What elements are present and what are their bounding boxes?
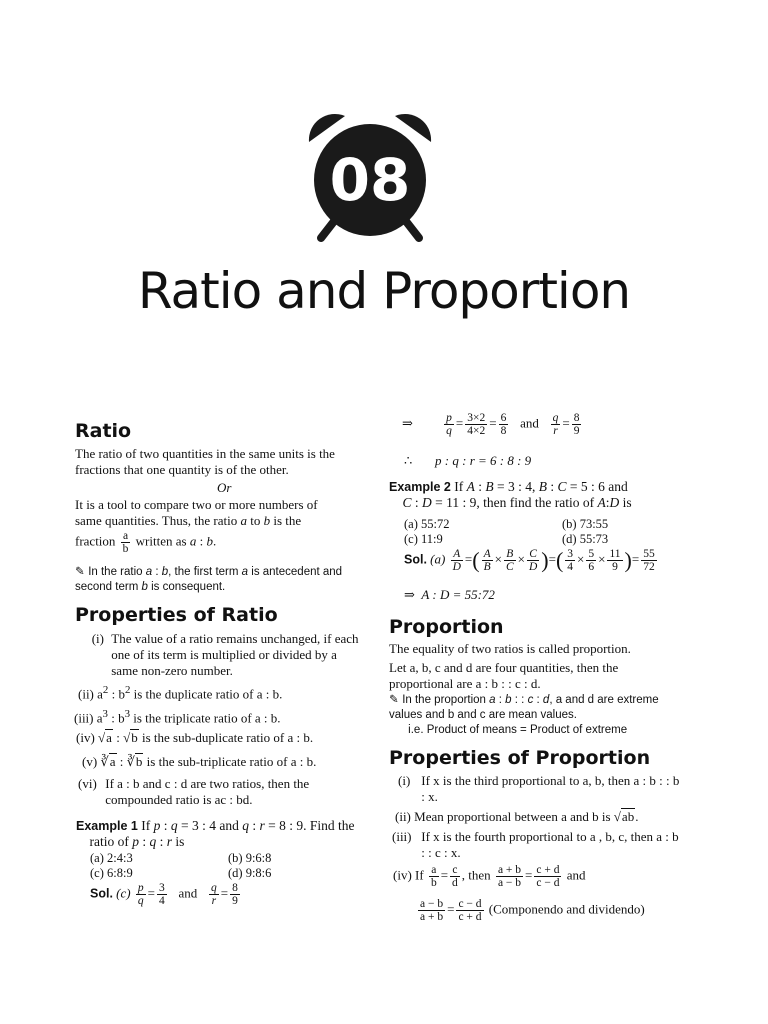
properties-ratio-heading: Properties of Ratio [75, 604, 278, 626]
example2-option-d: (d) 55:73 [562, 532, 609, 546]
example1-question: Example 1 If p : q = 3 : 4 and q : r = 8 : 9. Find the ratio of p : q : r is [76, 818, 355, 849]
prop-ratio-iv: (iv) √a : √b is the sub-duplicate ratio of a : b. [76, 730, 314, 745]
prop-proportion-ii: (ii) Mean proportional between a and b is √ab. [395, 809, 639, 824]
example1-solution: Sol. (c) $\frac{p}{q}$ = $\frac{3}{4}$ and $\frac{q}{r}$ = $\frac{8}{9}$ [90, 882, 238, 907]
example2-solution: Sol. (a) $\frac{A}{D}$ =( $\frac{A}{B}$ × $\frac{B}{C}$ × $\frac{C}{D}$ )=( $\frac{3}{4}$ × $\frac{5}{6}$ × $\frac{11}{9}$ )= $\frac{55}{72}$ [404, 547, 655, 573]
example2-result: ⇒ A : D = 55:72 [404, 587, 495, 602]
note-icon: ✎ [75, 566, 85, 578]
prop-proportion-i: (i) If x is the third proportional to a, b, then a : b : : b : x. [398, 773, 680, 804]
example1-option-c: (c) 6:8:9 [90, 866, 133, 880]
example1-solution-continued: ⇒ $\frac{p}{q}$ = $\frac{3\times 2}{4\times 2}$ = $\frac{6}{8}$ and $\frac{q}{r}$ = $\frac{8}{9}$ [402, 412, 580, 437]
prop-ratio-i: (i) The value of a ratio remains unchanged, if each one of its term is multiplied or divided by a same non-zero number. [91, 631, 359, 678]
example2-question: Example 2 If A : B = 3 : 4, B : C = 5 : 6 and C : D = 11 : 9, then find the ratio of A:D is [389, 479, 632, 510]
note-icon: ✎ [389, 694, 399, 706]
ratio-definition: The ratio of two quantities in the same units is the fractions that one quantity is of the other. [75, 446, 335, 477]
ratio-heading: Ratio [75, 420, 132, 442]
prop-proportion-iv-cont: $\frac{a - b}{a + b}$ = $\frac{c - d}{c + d}$ (Componendo and dividendo) [420, 898, 645, 923]
prop-ratio-v: (v) ∛a : ∛b is the sub-triplicate ratio of a : b. [82, 754, 317, 769]
prop-ratio-ii: (ii) $a^2$ : $b^2$ is the duplicate ratio of a : b. [78, 684, 283, 702]
example1-option-d: (d) 9:8:6 [228, 866, 272, 880]
prop-ratio-vi: (vi) If a : b and c : d are two ratios, then the compounded ratio is ac : bd. [78, 776, 310, 807]
ratio-definition-2: It is a tool to compare two or more numbers of same quantities. Thus, the ratio a to b is the [75, 497, 318, 528]
example1-option-b: (b) 9:6:8 [228, 851, 272, 865]
example2-option-b: (b) 73:55 [562, 517, 609, 531]
prop-proportion-iii: (iii) If x is the fourth proportional to a , b, c, then a : b : : c : x. [392, 829, 679, 860]
prop-ratio-iii: (iii) $a^3$ : $b^3$ is the triplicate ratio of a : b. [74, 708, 281, 726]
proportion-heading: Proportion [389, 616, 504, 638]
proportion-note: ✎ In the proportion a : b : : c : d, a and d are extreme values and b and c are mean values. i.e. Product of means = Product of extreme [389, 694, 659, 736]
chapter-number: 08 [329, 146, 411, 214]
chapter-title: Ratio and Proportion [137, 262, 631, 320]
or-text: Or [217, 480, 232, 495]
proportion-definition: The equality of two ratios is called proportion. [389, 641, 631, 656]
example1-option-a: (a) 2:4:3 [90, 851, 133, 865]
example2-option-a: (a) 55:72 [404, 517, 450, 531]
ratio-note: ✎ In the ratio a : b, the first term a is antecedent and second term b is consequent. [75, 566, 343, 593]
example2-option-c: (c) 11:9 [404, 532, 443, 546]
prop-proportion-iv: (iv) If $\frac{a}{b}$ = $\frac{c}{d}$ , then $\frac{a + b}{a - b}$ = $\frac{c + d}{c - d}$ and [393, 864, 586, 889]
properties-proportion-heading: Properties of Proportion [389, 747, 651, 769]
proportion-definition-2: Let a, b, c and d are four quantities, then the proportional are a : b : : c : d. [389, 660, 619, 691]
example1-answer: ∴ p : q : r = 6 : 8 : 9 [404, 453, 532, 468]
chapter-clock-badge [305, 112, 435, 244]
ratio-fraction-line: fraction $\frac{a}{b}$ written as a : b. [75, 530, 217, 555]
